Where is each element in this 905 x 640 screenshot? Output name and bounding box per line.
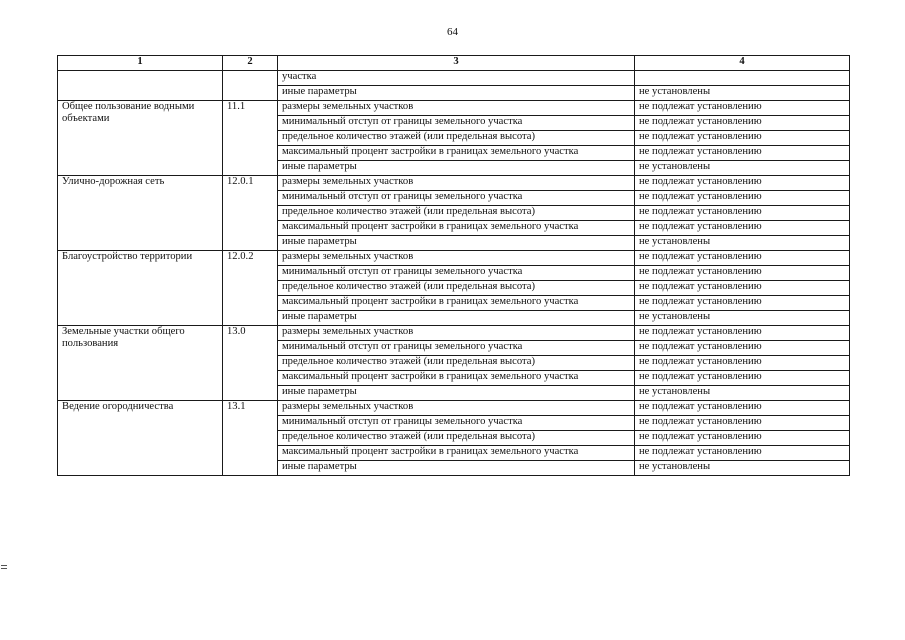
parameter-cell: иные параметры (278, 311, 635, 326)
parameter-cell: предельное количество этажей (или предельная высота) (278, 131, 635, 146)
parameter-cell: предельное количество этажей (или предельная высота) (278, 431, 635, 446)
code-cell (223, 71, 278, 101)
parameter-cell: минимальный отступ от границы земельного участка (278, 266, 635, 281)
parameter-cell: минимальный отступ от границы земельного участка (278, 191, 635, 206)
parameter-cell: максимальный процент застройки в границах земельного участка (278, 146, 635, 161)
parameter-cell: иные параметры (278, 86, 635, 101)
value-cell: не подлежат установлению (635, 341, 850, 356)
table-row (58, 251, 850, 266)
parameter-cell: минимальный отступ от границы земельного участка (278, 116, 635, 131)
value-cell: не подлежат установлению (635, 176, 850, 191)
value-cell: не подлежат установлению (635, 431, 850, 446)
value-cell: не подлежат установлению (635, 356, 850, 371)
value-cell: не установлены (635, 236, 850, 251)
value-cell: не подлежат установлению (635, 416, 850, 431)
land-use-code: 13.1 (223, 401, 278, 476)
value-cell: не подлежат установлению (635, 191, 850, 206)
parameter-cell: иные параметры (278, 386, 635, 401)
value-cell: не подлежат установлению (635, 371, 850, 386)
column-header-2: 2 (223, 56, 278, 71)
land-use-name: Ведение огородничества (58, 401, 223, 476)
value-cell: не подлежат установлению (635, 401, 850, 416)
value-cell: не подлежат установлению (635, 101, 850, 116)
land-use-name: Благоустройство территории (58, 251, 223, 326)
value-cell: не подлежат установлению (635, 266, 850, 281)
land-use-code: 11.1 (223, 101, 278, 176)
parameter-cell: предельное количество этажей (или предельная высота) (278, 281, 635, 296)
parameter-cell: иные параметры (278, 236, 635, 251)
parameter-cell: размеры земельных участков (278, 251, 635, 266)
value-cell: не установлены (635, 461, 850, 476)
value-cell: не подлежат установлению (635, 131, 850, 146)
table-row (58, 71, 850, 86)
value-cell: не установлены (635, 161, 850, 176)
value-cell: не подлежат установлению (635, 206, 850, 221)
parameter-cell: предельное количество этажей (или предельная высота) (278, 356, 635, 371)
page-number: 64 (447, 26, 458, 38)
parameter-cell: размеры земельных участков (278, 176, 635, 191)
table-body (58, 71, 850, 476)
value-cell (635, 71, 850, 86)
table-row (58, 101, 850, 116)
table-row (58, 326, 850, 341)
parameter-cell: участка (278, 71, 635, 86)
land-use-name: Земельные участки общего пользования (58, 326, 223, 401)
land-use-name: Общее пользование водными объектами (58, 101, 223, 176)
value-cell: не подлежат установлению (635, 116, 850, 131)
value-cell: не установлены (635, 311, 850, 326)
parameter-cell: размеры земельных участков (278, 101, 635, 116)
column-header-3: 3 (278, 56, 635, 71)
table-header-row (58, 56, 850, 71)
table-row (58, 176, 850, 191)
land-use-code: 12.0.1 (223, 176, 278, 251)
value-cell: не подлежат установлению (635, 446, 850, 461)
parameter-cell: максимальный процент застройки в границах земельного участка (278, 296, 635, 311)
name-cell (58, 71, 223, 101)
page-edge-marker (1, 565, 7, 571)
value-cell: не подлежат установлению (635, 146, 850, 161)
parameter-cell: максимальный процент застройки в границах земельного участка (278, 446, 635, 461)
parameter-cell: минимальный отступ от границы земельного участка (278, 416, 635, 431)
value-cell: не подлежат установлению (635, 251, 850, 266)
table-row (58, 401, 850, 416)
parameter-cell: иные параметры (278, 461, 635, 476)
land-use-code: 12.0.2 (223, 251, 278, 326)
value-cell: не установлены (635, 86, 850, 101)
parameter-cell: минимальный отступ от границы земельного участка (278, 341, 635, 356)
value-cell: не подлежат установлению (635, 326, 850, 341)
parameter-cell: размеры земельных участков (278, 326, 635, 341)
value-cell: не подлежат установлению (635, 281, 850, 296)
land-use-name: Улично-дорожная сеть (58, 176, 223, 251)
value-cell: не подлежат установлению (635, 221, 850, 236)
parameter-cell: максимальный процент застройки в границах земельного участка (278, 221, 635, 236)
parameter-cell: максимальный процент застройки в границах земельного участка (278, 371, 635, 386)
value-cell: не подлежат установлению (635, 296, 850, 311)
parameter-cell: иные параметры (278, 161, 635, 176)
regulations-table (57, 55, 850, 476)
value-cell: не установлены (635, 386, 850, 401)
column-header-4: 4 (635, 56, 850, 71)
land-use-code: 13.0 (223, 326, 278, 401)
parameter-cell: предельное количество этажей (или предельная высота) (278, 206, 635, 221)
column-header-1: 1 (58, 56, 223, 71)
parameter-cell: размеры земельных участков (278, 401, 635, 416)
